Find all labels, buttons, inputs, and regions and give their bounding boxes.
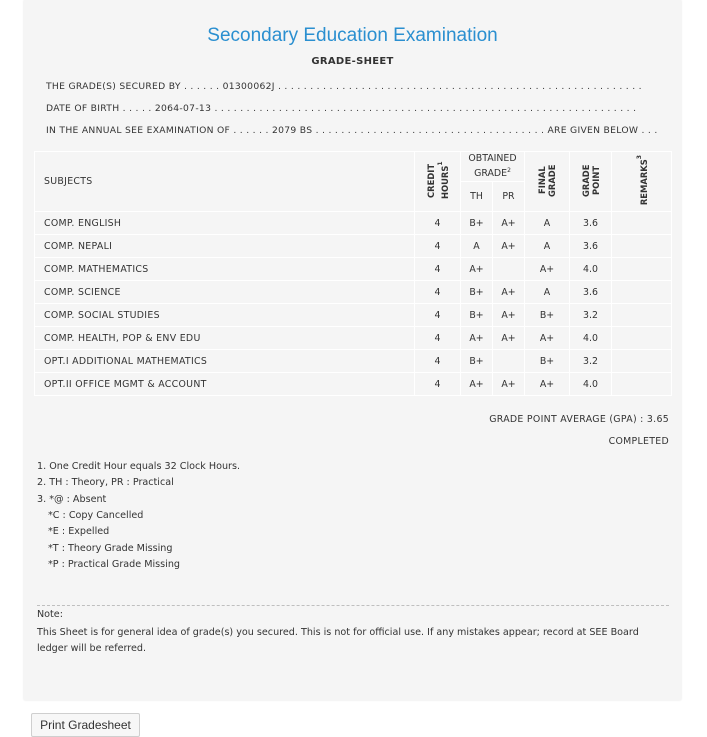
credit-hours-cell: 4 [415, 304, 461, 327]
credit-hours-cell: 4 [415, 212, 461, 235]
theory-grade-cell: B+ [461, 304, 493, 327]
practical-grade-cell: A+ [493, 304, 525, 327]
note-text: This Sheet is for general idea of grade(s) you secured. This is not for official use. If any mistakes appear; record at SEE Board ledger will be referred. [37, 627, 639, 654]
table-header-row [35, 152, 672, 182]
remarks-header: REMARKS$^3$ [612, 152, 672, 212]
subject-cell: COMP. MATHEMATICS [35, 258, 415, 281]
footnote-2: 2. TH : Theory, PR : Practical [37, 477, 174, 488]
subject-cell: COMP. SOCIAL STUDIES [35, 304, 415, 327]
annual-exam-line: IN THE ANNUAL SEE EXAMINATION OF . . . . . . 2079 BS . . . . . . . . . . . . . . . . . . . . . . . . . . . . . . . . . . . . ARE GIVEN BELOW . . . [46, 125, 658, 136]
remarks-cell [612, 212, 672, 235]
obtained-grade-header: OBTAINED GRADE$^2$ [461, 152, 525, 182]
grade-point-cell: 4.0 [570, 327, 612, 350]
table-row [35, 258, 672, 281]
grade-point-cell: 3.6 [570, 212, 612, 235]
grade-sheet-panel [24, 0, 681, 700]
table-row [35, 235, 672, 258]
remarks-cell [612, 258, 672, 281]
th-header: TH [461, 182, 493, 212]
practical-grade-cell [493, 258, 525, 281]
subjects-header: SUBJECTS [35, 152, 415, 212]
remarks-cell [612, 235, 672, 258]
subject-cell: OPT.I ADDITIONAL MATHEMATICS [35, 350, 415, 373]
table-row [35, 304, 672, 327]
grade-point-cell: 3.6 [570, 235, 612, 258]
credit-hours-cell: 4 [415, 373, 461, 396]
footnote-theory-missing: *T : Theory Grade Missing [48, 543, 173, 554]
subject-cell: COMP. ENGLISH [35, 212, 415, 235]
table-row [35, 327, 672, 350]
practical-grade-cell: A+ [493, 235, 525, 258]
theory-grade-cell: B+ [461, 281, 493, 304]
subject-cell: COMP. NEPALI [35, 235, 415, 258]
remarks-cell [612, 304, 672, 327]
completion-status: COMPLETED [608, 436, 669, 447]
practical-grade-cell: A+ [493, 373, 525, 396]
final-grade-cell: A+ [525, 327, 570, 350]
theory-grade-cell: A+ [461, 373, 493, 396]
final-grade-cell: A [525, 212, 570, 235]
final-grade-header: FINAL GRADE [525, 152, 570, 212]
remarks-cell [612, 350, 672, 373]
print-gradesheet-button[interactable]: Print Gradesheet [31, 713, 140, 737]
credit-hours-header: CREDIT HOURS$^1$ [415, 152, 461, 212]
credit-hours-cell: 4 [415, 281, 461, 304]
grade-secured-by-line: THE GRADE(S) SECURED BY . . . . . . 01300062J . . . . . . . . . . . . . . . . . . . . . . . . . . . . . . . . . . . . . . . . . . . . . . . . . . . . . . . . . [46, 81, 642, 92]
sheet-subtitle: GRADE-SHEET [311, 56, 394, 67]
table-row [35, 373, 672, 396]
practical-grade-cell: A+ [493, 281, 525, 304]
note-label: Note: [37, 609, 63, 620]
theory-grade-cell: A+ [461, 327, 493, 350]
footnote-practical-missing: *P : Practical Grade Missing [48, 559, 180, 570]
subject-cell: COMP. HEALTH, POP & ENV EDU [35, 327, 415, 350]
grade-point-header: GRADE POINT [570, 152, 612, 212]
grade-point-cell: 4.0 [570, 258, 612, 281]
footnote-3: 3. *@ : Absent [37, 494, 107, 505]
final-grade-cell: A [525, 235, 570, 258]
practical-grade-cell: A+ [493, 212, 525, 235]
final-grade-cell: B+ [525, 350, 570, 373]
practical-grade-cell [493, 350, 525, 373]
theory-grade-cell: B+ [461, 212, 493, 235]
grade-point-cell: 3.2 [570, 304, 612, 327]
table-row [35, 350, 672, 373]
table-row [35, 281, 672, 304]
remarks-cell [612, 281, 672, 304]
credit-hours-cell: 4 [415, 235, 461, 258]
table-row [35, 212, 672, 235]
credit-hours-cell: 4 [415, 327, 461, 350]
exam-title: Secondary Education Examination [207, 25, 498, 46]
final-grade-cell: B+ [525, 304, 570, 327]
subject-cell: OPT.II OFFICE MGMT & ACCOUNT [35, 373, 415, 396]
credit-hours-cell: 4 [415, 258, 461, 281]
theory-grade-cell: A [461, 235, 493, 258]
grade-point-cell: 3.2 [570, 350, 612, 373]
grades-table [34, 151, 672, 396]
remarks-cell [612, 327, 672, 350]
note-divider [37, 605, 669, 606]
final-grade-cell: A+ [525, 373, 570, 396]
footnote-1: 1. One Credit Hour equals 32 Clock Hours. [37, 461, 241, 472]
grade-point-cell: 3.6 [570, 281, 612, 304]
pr-header: PR [493, 182, 525, 212]
practical-grade-cell: A+ [493, 327, 525, 350]
gpa-summary: GRADE POINT AVERAGE (GPA) : 3.65 [489, 414, 669, 425]
theory-grade-cell: B+ [461, 350, 493, 373]
footnote-expelled: *E : Expelled [48, 526, 110, 537]
date-of-birth-line: DATE OF BIRTH . . . . . 2064-07-13 . . . . . . . . . . . . . . . . . . . . . . . . . . . . . . . . . . . . . . . . . . . . . . . . . . . . . . . . . . . . . . . . . . [46, 103, 637, 114]
footnote-copy-cancelled: *C : Copy Cancelled [48, 510, 144, 521]
remarks-cell [612, 373, 672, 396]
final-grade-cell: A [525, 281, 570, 304]
subject-cell: COMP. SCIENCE [35, 281, 415, 304]
credit-hours-cell: 4 [415, 350, 461, 373]
final-grade-cell: A+ [525, 258, 570, 281]
grade-point-cell: 4.0 [570, 373, 612, 396]
theory-grade-cell: A+ [461, 258, 493, 281]
